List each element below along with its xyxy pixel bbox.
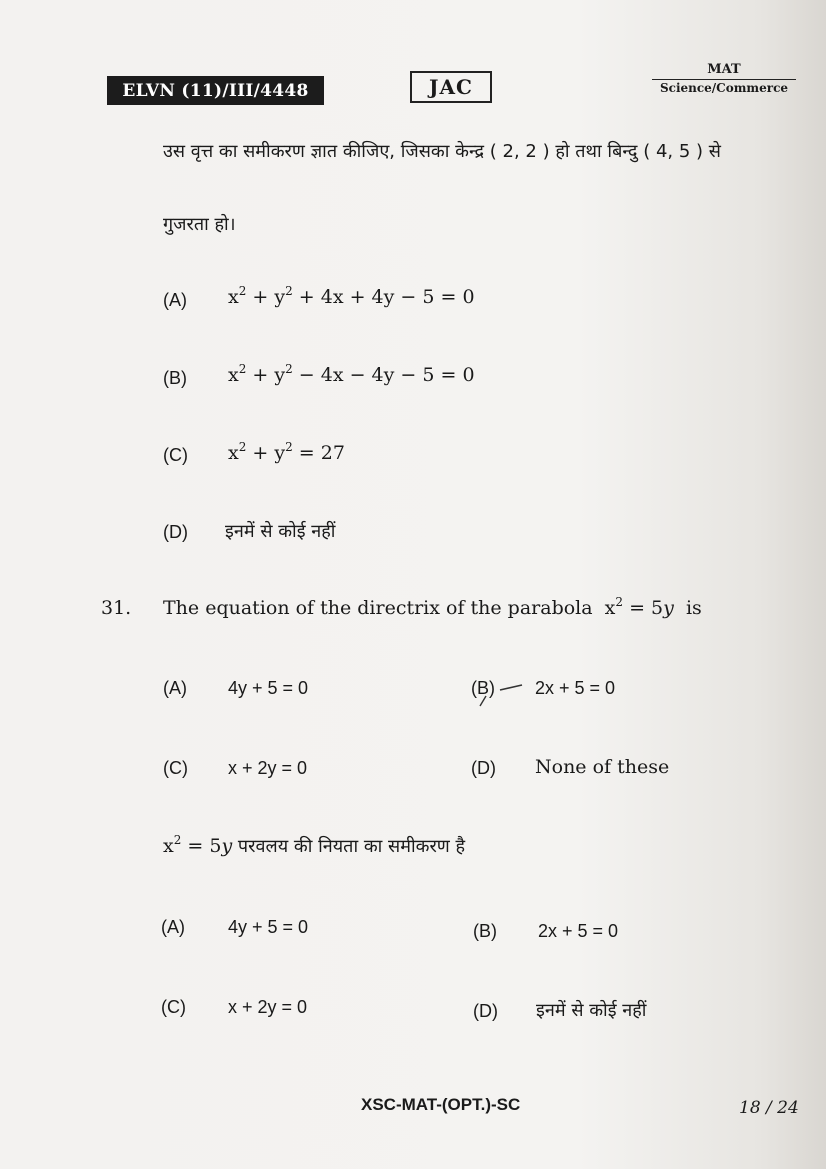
q31-hi-option-b-label: (B) [473, 921, 497, 941]
q31-hi-option-a-text: 4y + 5 = 0 [228, 917, 309, 937]
q30-option-a-math: $x^2 + y^2 + 4x + 4y - 5 = 0$ [228, 284, 475, 308]
q31-en-option-a-label: (A) [163, 678, 187, 698]
q31-en-option-b-text: 2x + 5 = 0 [535, 678, 616, 698]
q31-hi-option-c-text: x + 2y = 0 [228, 997, 308, 1017]
q30-option-a-text [228, 286, 475, 308]
q31-en-option-d-label: (D) [471, 758, 496, 778]
q30-option-a-label: (A) [163, 290, 187, 310]
q31-question-hi [163, 834, 465, 858]
q30-hindi-line2: गुजरता हो। [163, 214, 236, 235]
q30-hindi-line1: उस वृत्त का समीकरण ज्ञात कीजिए, जिसका केन्द्र ( 2, 2 ) हो तथा बिन्दु ( 4, 5 ) से [163, 141, 721, 162]
footer-paper-code: XSC-MAT-(OPT.)-SC [361, 1095, 521, 1114]
q30-option-c-label: (C) [163, 445, 188, 465]
q31-hi-option-d-label: (D) [473, 1001, 498, 1021]
q30-option-b-text [228, 364, 475, 386]
q31-question-en-render: The equation of the directrix of the parabola $x^2 = 5y$ is [163, 595, 702, 619]
paper-code: ELVN (11)/III/4448 [122, 80, 309, 101]
q31-question-en [163, 597, 702, 619]
subject-divider [652, 79, 796, 80]
subject-block [652, 62, 796, 95]
q31-hi-option-b-text: 2x + 5 = 0 [538, 921, 619, 941]
board-name: JAC [429, 75, 473, 99]
q30-option-d-label: (D) [163, 522, 188, 542]
q30-option-d-text: इनमें से कोई नहीं [225, 521, 336, 542]
q31-en-option-a-text: 4y + 5 = 0 [228, 678, 309, 698]
q31-number: 31. [101, 597, 132, 619]
q31-en-option-c-label: (C) [163, 758, 188, 778]
q31-en-option-d-text: None of these [535, 756, 670, 778]
q31-question-hi-render: परवलय की नियता का समीकरण है [237, 836, 466, 857]
q31-hi-option-c-label: (C) [161, 997, 186, 1017]
pen-tick-mark [470, 676, 530, 710]
q30-option-c-math: $x^2 + y^2 = 27$ [228, 440, 345, 464]
subject-name: MAT [707, 62, 741, 77]
q31-question-hi-math: $x^2 = 5y$ [163, 833, 233, 857]
board-badge [410, 71, 492, 103]
q31-hi-option-d-text: इनमें से कोई नहीं [536, 1000, 647, 1021]
q30-option-c-text [228, 442, 345, 464]
stream-name: Science/Commerce [659, 81, 789, 95]
q30-option-b-label: (B) [163, 368, 187, 388]
q31-en-option-b-label: (B) [471, 678, 495, 698]
q30-option-b-math: $x^2 + y^2 - 4x - 4y - 5 = 0$ [228, 362, 475, 386]
q31-en-option-c-text: x + 2y = 0 [228, 758, 308, 778]
paper-code-badge [107, 76, 324, 105]
q31-hi-option-a-label: (A) [161, 917, 185, 937]
page-number: 18 / 24 [739, 1098, 799, 1118]
